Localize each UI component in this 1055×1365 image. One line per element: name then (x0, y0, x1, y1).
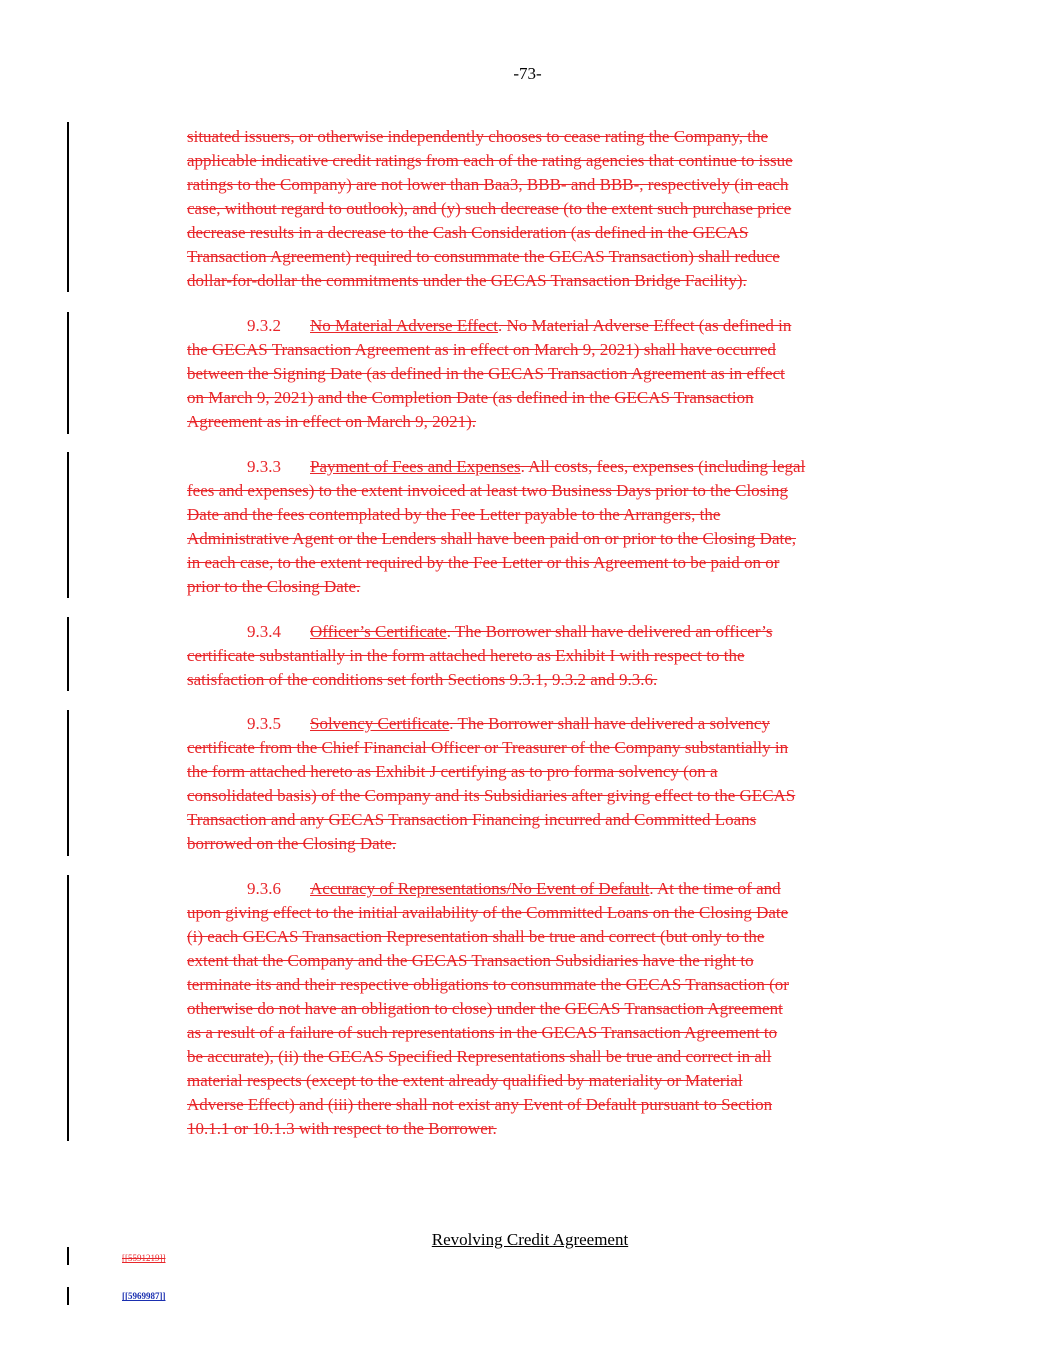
text-line: on March 9, 2021) and the Completion Date (as defined in the GECAS Transaction (187, 388, 754, 407)
text-line: between the Signing Date (as defined in the GECAS Transaction Agreement as in effect (187, 364, 785, 383)
text-line: Transaction and any GECAS Transaction Financing incurred and Committed Loans (187, 810, 757, 829)
section-9-3-4 (187, 620, 932, 692)
text-line: satisfaction of the conditions set forth Sections 9.3.1, 9.3.2 and 9.3.6. (187, 670, 658, 689)
text-line: (i) each GECAS Transaction Representation shall be true and correct (but only to the (187, 927, 765, 946)
text-line: terminate its and their respective obligations to consummate the GECAS Transaction (or (187, 975, 789, 994)
section-number: 9.3.6 (247, 879, 281, 898)
section-title: Officer’s Certificate (310, 622, 447, 641)
section-heading-line (187, 877, 932, 901)
change-bar (67, 312, 69, 434)
text-line: situated issuers, or otherwise independently chooses to cease rating the Company, the (187, 127, 768, 146)
section-number: 9.3.2 (247, 316, 281, 335)
text-line: Date and the fees contemplated by the Fee Letter payable to the Arrangers, the (187, 505, 721, 524)
text-line: applicable indicative credit ratings from each of the rating agencies that continue to issue (187, 151, 793, 170)
text-line: dollar-for-dollar the commitments under the GECAS Transaction Bridge Facility). (187, 271, 747, 290)
change-bar (67, 452, 69, 598)
section-9-3-6 (187, 877, 932, 1141)
text-line: case, without regard to outlook), and (y) such decrease (to the extent such purchase price (187, 199, 792, 218)
text-line: prior to the Closing Date. (187, 577, 361, 596)
text-line: as a result of a failure of such representations in the GECAS Transaction Agreement to (187, 1023, 778, 1042)
text-line: otherwise do not have an obligation to close) under the GECAS Transaction Agreement (187, 999, 783, 1018)
change-bar (67, 875, 69, 1141)
text-line: Administrative Agent or the Lenders shall have been paid on or prior to the Closing Date, (187, 529, 797, 548)
section-text: . The Borrower shall have delivered an officer’s (446, 622, 773, 641)
text-line: in each case, to the extent required by the Fee Letter or this Agreement to be paid on or (187, 553, 780, 572)
section-number: 9.3.4 (247, 622, 281, 641)
section-title: Accuracy of Representations/No Event of Default (310, 879, 650, 898)
footer-document-title: Revolving Credit Agreement (431, 1230, 629, 1249)
text-line: consolidated basis) of the Company and its Subsidiaries after giving effect to the GECAS (187, 786, 796, 805)
text-line: material respects (except to the extent already qualified by materiality or Material (187, 1071, 743, 1090)
section-title: No Material Adverse Effect (310, 316, 499, 335)
change-bar (67, 617, 69, 691)
text-line: borrowed on the Closing Date. (187, 834, 397, 853)
section-9-3-5 (187, 712, 932, 856)
text-line: certificate from the Chief Financial Officer or Treasurer of the Company substantially in (187, 738, 789, 757)
text-line: upon giving effect to the initial availability of the Committed Loans on the Closing Date (187, 903, 789, 922)
text-line: Agreement as in effect on March 9, 2021). (187, 412, 477, 431)
intro-paragraph (187, 125, 932, 293)
text-line: decrease results in a decrease to the Cash Consideration (as defined in the GECAS (187, 223, 749, 242)
text-line: the GECAS Transaction Agreement as in effect on March 9, 2021) shall have occurred (187, 340, 776, 359)
section-text: . At the time of and (649, 879, 781, 898)
section-title: Solvency Certificate (310, 714, 450, 733)
section-heading-line (187, 455, 932, 479)
section-number: 9.3.3 (247, 457, 281, 476)
section-text: . All costs, fees, expenses (including legal (520, 457, 806, 476)
section-heading-line (187, 314, 932, 338)
section-heading-line (187, 620, 932, 644)
section-number: 9.3.5 (247, 714, 281, 733)
text-line: certificate substantially in the form attached hereto as Exhibit I with respect to the (187, 646, 745, 665)
section-9-3-2 (187, 314, 932, 434)
doc-id-inserted: [[5969987]] (122, 1291, 166, 1301)
section-text: . The Borrower shall have delivered a solvency (449, 714, 770, 733)
text-line: Adverse Effect) and (iii) there shall not exist any Event of Default pursuant to Section (187, 1095, 773, 1114)
change-bar (67, 122, 69, 292)
text-line: be accurate), (ii) the GECAS Specified Representations shall be true and correct in all (187, 1047, 772, 1066)
page-number: -73- (513, 64, 542, 83)
text-line: extent that the Company and the GECAS Transaction Subsidiaries have the right to (187, 951, 754, 970)
doc-id-deleted: [[5591219]] (122, 1253, 166, 1263)
section-text: . No Material Adverse Effect (as defined in (498, 316, 792, 335)
section-9-3-3 (187, 455, 932, 599)
text-line: ratings to the Company) are not lower than Baa3, BBB- and BBB-, respectively (in each (187, 175, 789, 194)
text-line: 10.1.1 or 10.1.3 with respect to the Borrower. (187, 1119, 497, 1138)
section-heading-line (187, 712, 932, 736)
text-line: fees and expenses) to the extent invoiced at least two Business Days prior to the Closing (187, 481, 789, 500)
text-line: the form attached hereto as Exhibit J certifying as to pro forma solvency (on a (187, 762, 718, 781)
change-bar (67, 1287, 69, 1305)
section-title: Payment of Fees and Expenses (310, 457, 521, 476)
text-line: Transaction Agreement) required to consummate the GECAS Transaction) shall reduce (187, 247, 780, 266)
change-bar (67, 710, 69, 856)
